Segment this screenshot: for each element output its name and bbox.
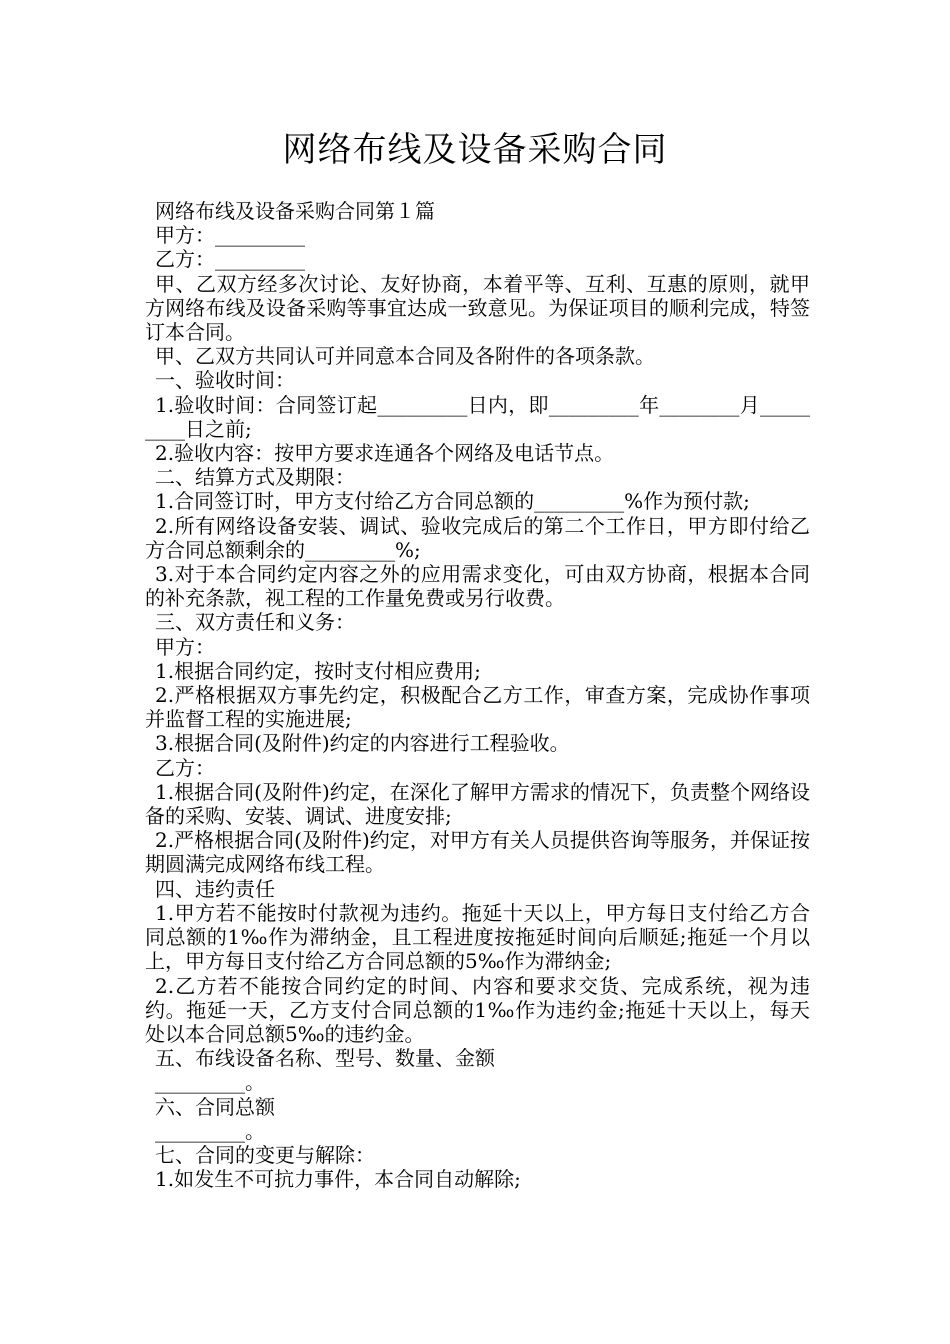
clause-item: 2.严格根据合同(及附件)约定，对甲方有关人员提供咨询等服务，并保证按期圆满完成网络布线工程。: [145, 828, 810, 877]
clause-item: 1.甲方若不能按时付款视为违约。拖延十天以上，甲方每日支付给乙方合同总额的1‰作为滞纳金，且工程进度按拖延时间向后顺延;拖延一个月以上，甲方每日支付给乙方合同总额的5‰作为滞纳金;: [145, 900, 810, 974]
clause-heading: 一、验收时间：: [155, 368, 295, 393]
clause-item: 1.如发生不可抗力事件，本合同自动解除;: [155, 1167, 521, 1192]
paragraph: 甲、乙双方共同认可并同意本合同及各附件的各项条款。: [155, 344, 655, 369]
clause-item: 2.验收内容：按甲方要求连通各个网络及电话节点。: [155, 441, 615, 466]
fill-in-blank: _________。: [155, 1118, 265, 1143]
clause-item: 2.严格根据双方事先约定，积极配合乙方工作，审查方案，完成协作事项并监督工程的实施进展;: [145, 683, 810, 732]
clause-item: 1.根据合同(及附件)约定，在深化了解甲方需求的情况下，负责整个网络设备的采购、安装、调试、进度安排;: [145, 779, 810, 829]
clause-heading: 七、合同的变更与解除：: [155, 1142, 375, 1167]
party-b-line: 乙方：_________: [155, 247, 305, 272]
clause-item: 3.对于本合同约定内容之外的应用需求变化，可由双方协商，根据本合同的补充条款，视工程的工作量免费或另行收费。: [145, 562, 810, 611]
clause-heading: 四、违约责任: [155, 876, 275, 901]
section-heading: 网络布线及设备采购合同第１篇: [155, 199, 435, 223]
document-title: 网络布线及设备采购合同: [282, 130, 668, 170]
clause-heading: 三、双方责任和义务：: [155, 610, 355, 635]
party-a-line: 甲方：_________: [155, 223, 305, 248]
clause-item: 3.根据合同(及附件)约定的内容进行工程验收。: [155, 731, 570, 756]
clause-item: 1.合同签订时，甲方支付给乙方合同总额的_________%作为预付款;: [155, 489, 750, 514]
clause-item: 2.乙方若不能按合同约定的时间、内容和要求交货、完成系统，视为违约。拖延一天，乙方支付合同总额的1‰作为违约金;拖延十天以上，每天处以本合同总额5‰的违约金。: [145, 973, 810, 1046]
paragraph: 甲、乙双方经多次讨论、友好协商，本着平等、互利、互惠的原则，就甲方网络布线及设备采购等事宜达成一致意见。为保证项目的顺利完成，特签订本合同。: [145, 271, 810, 345]
clause-heading: 五、布线设备名称、型号、数量、金额: [155, 1046, 495, 1071]
clause-heading: 六、合同总额: [155, 1094, 275, 1119]
clause-item: 2.所有网络设备安装、调试、验收完成后的第二个工作日，甲方即付给乙方合同总额剩余的_________%;: [145, 513, 810, 562]
clause-item: 1.根据合同约定，按时支付相应费用;: [155, 658, 481, 683]
clause-item: 1.验收时间：合同签订起_________日内，即_________年________月_________日之前;: [145, 392, 810, 441]
clause-heading: 二、结算方式及期限：: [155, 465, 355, 490]
fill-in-blank: _________。: [155, 1070, 265, 1095]
party-label: 乙方：: [155, 755, 215, 780]
document-body: [145, 199, 810, 1191]
party-label: 甲方：: [155, 634, 215, 659]
